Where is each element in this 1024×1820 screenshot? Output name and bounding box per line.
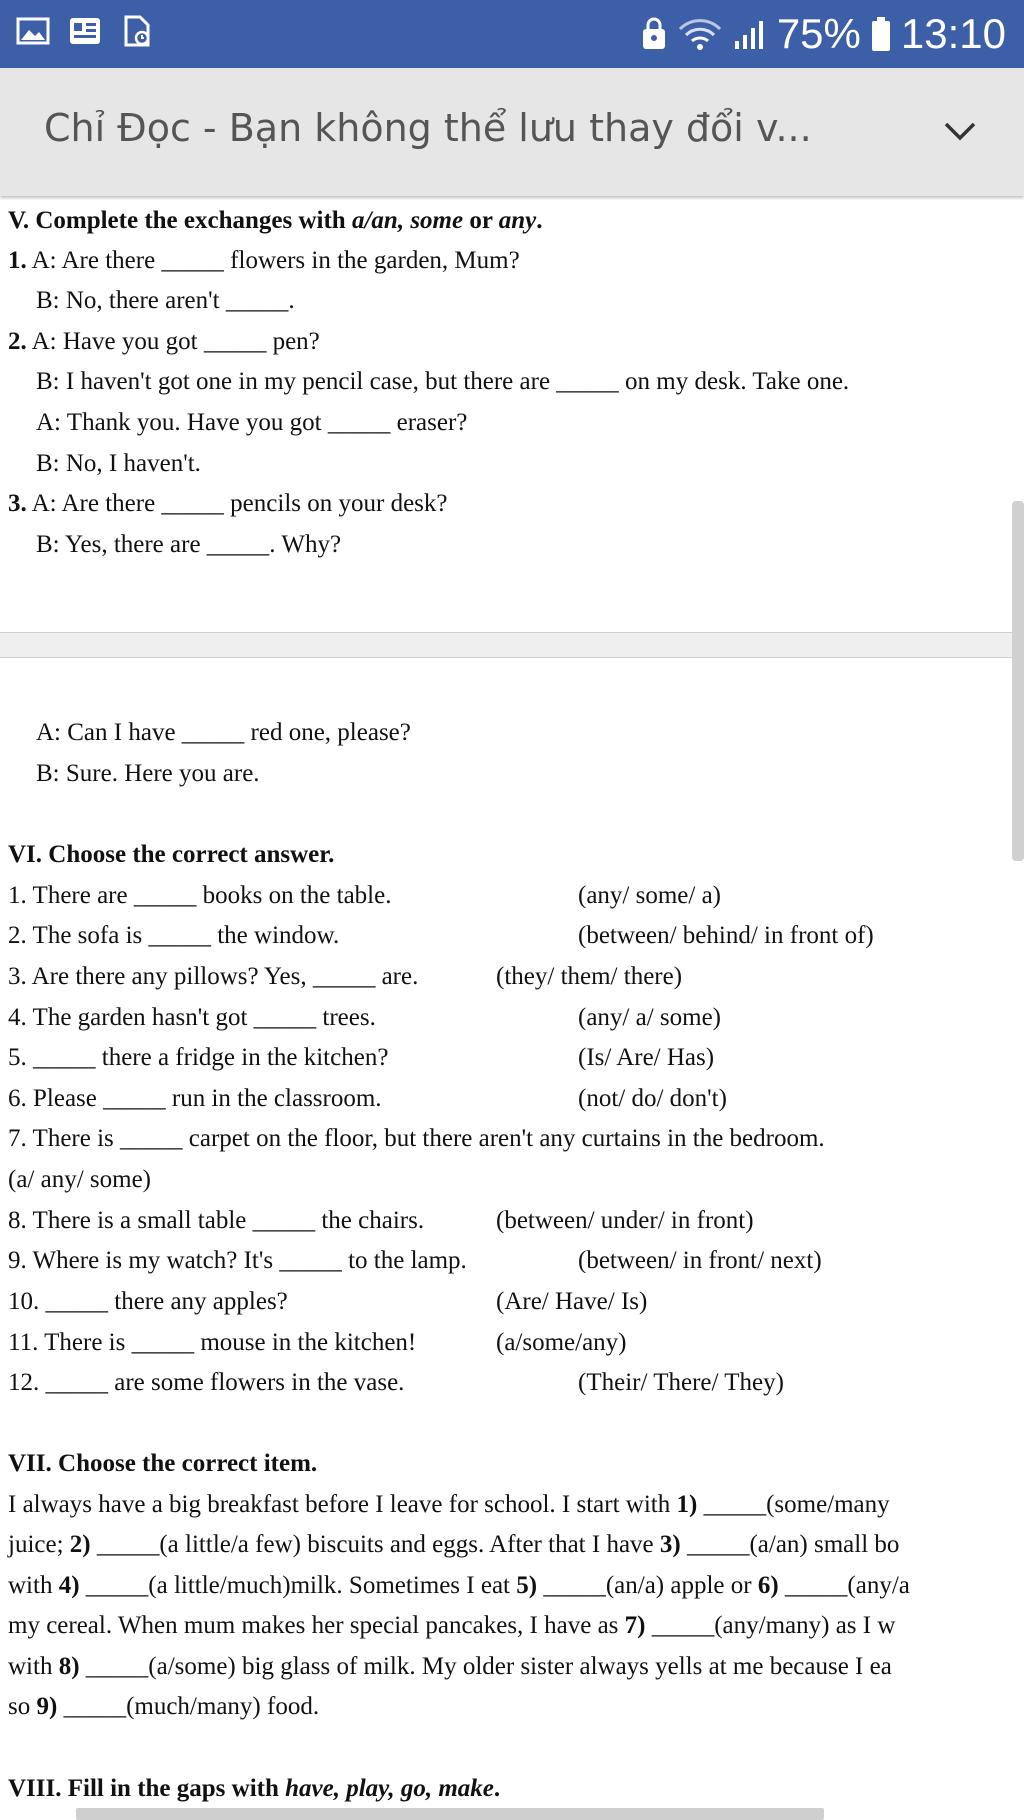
paragraph-line: so 9) _____(much/many) food. [8, 1693, 320, 1720]
image-icon [16, 14, 50, 48]
question-text: 8. There is a small table _____ the chairs. [8, 1207, 425, 1234]
read-only-banner[interactable] [0, 68, 1024, 196]
chevron-down-icon[interactable] [940, 116, 980, 146]
section-v-heading: V. Complete the exchanges with a/an, some or any. [8, 207, 543, 234]
exchange-line: 2. A: Have you got _____ pen? [8, 328, 320, 355]
question-options: (between/ in front/ next) [578, 1247, 822, 1274]
exchange-line: B: No, there aren't _____. [36, 287, 295, 314]
file-icon [120, 14, 154, 48]
question-options: (not/ do/ don't) [578, 1085, 727, 1112]
question-text: 4. The garden hasn't got _____ trees. [8, 1004, 376, 1031]
question-options: (any/ a/ some) [578, 1004, 722, 1031]
question-options: (any/ some/ a) [578, 882, 722, 909]
question-text: 7. There is _____ carpet on the floor, but there aren't any curtains in the bedroom. [8, 1125, 825, 1152]
question-text: 1. There are _____ books on the table. [8, 882, 392, 909]
section-vi-heading: VI. Choose the correct answer. [8, 841, 335, 868]
question-text: 2. The sofa is _____ the window. [8, 922, 340, 949]
paragraph-line: my cereal. When mum makes her special pancakes, I have as 7) _____(any/many) as I w [8, 1612, 896, 1639]
question-options: (Their/ There/ They) [578, 1369, 784, 1396]
battery-percent: 75% [776, 10, 861, 57]
question-options: (Is/ Are/ Has) [578, 1044, 715, 1071]
paragraph-line: I always have a big breakfast before I leave for school. I start with 1) _____(some/many [8, 1491, 890, 1518]
exchange-line: A: Thank you. Have you got _____ eraser? [36, 409, 468, 436]
question-text: 3. Are there any pillows? Yes, _____ are. [8, 963, 419, 990]
question-text: 10. _____ there any apples? [8, 1288, 288, 1315]
exchange-line: 1. A: Are there _____ flowers in the garden, Mum? [8, 247, 520, 274]
document-title: Chỉ Đọc - Bạn không thể lưu thay đổi v... [44, 106, 812, 150]
exchange-line: A: Can I have _____ red one, please? [36, 719, 411, 746]
section-vii-heading: VII. Choose the correct item. [8, 1450, 318, 1477]
battery-icon [871, 16, 891, 52]
question-options: (between/ under/ in front) [496, 1207, 754, 1234]
exchange-line: B: No, I haven't. [36, 450, 201, 477]
signal-icon [733, 17, 767, 51]
status-bar [0, 0, 1024, 68]
paragraph-line: juice; 2) _____(a little/a few) biscuits and eggs. After that I have 3) _____(a/an) small bo [8, 1531, 900, 1558]
lock-icon [641, 17, 667, 51]
exchange-line: B: Sure. Here you are. [36, 760, 260, 787]
horizontal-scrollbar[interactable] [76, 1808, 824, 1820]
question-text: 11. There is _____ mouse in the kitchen! [8, 1329, 417, 1356]
document-body[interactable] [0, 196, 1024, 1820]
exchange-line: 3. A: Are there _____ pencils on your desk? [8, 490, 448, 517]
question-options: (between/ behind/ in front of) [578, 922, 874, 949]
question-options: (a/ any/ some) [8, 1166, 152, 1193]
vertical-scrollbar[interactable] [1012, 501, 1024, 861]
exchange-line: B: I haven't got one in my pencil case, but there are _____ on my desk. Take one. [36, 368, 850, 395]
paragraph-line: with 4) _____(a little/much)milk. Sometimes I eat 5) _____(an/a) apple or 6) _____(any/a [8, 1572, 910, 1599]
section-viii-heading: VIII. Fill in the gaps with have, play, go, make. [8, 1775, 501, 1802]
clock: 13:10 [900, 10, 1006, 57]
page-break [0, 632, 1024, 658]
question-text: 9. Where is my watch? It's _____ to the lamp. [8, 1247, 467, 1274]
question-options: (Are/ Have/ Is) [496, 1288, 648, 1315]
question-text: 6. Please _____ run in the classroom. [8, 1085, 382, 1112]
wifi-icon [677, 17, 723, 51]
exchange-line: B: Yes, there are _____. Why? [36, 531, 342, 558]
paragraph-line: with 8) _____(a/some) big glass of milk. My older sister always yells at me because I ea [8, 1653, 892, 1680]
question-text: 5. _____ there a fridge in the kitchen? [8, 1044, 389, 1071]
question-options: (they/ them/ there) [496, 963, 683, 990]
question-options: (a/some/any) [496, 1329, 627, 1356]
qr-icon [68, 14, 102, 48]
question-text: 12. _____ are some flowers in the vase. [8, 1369, 405, 1396]
